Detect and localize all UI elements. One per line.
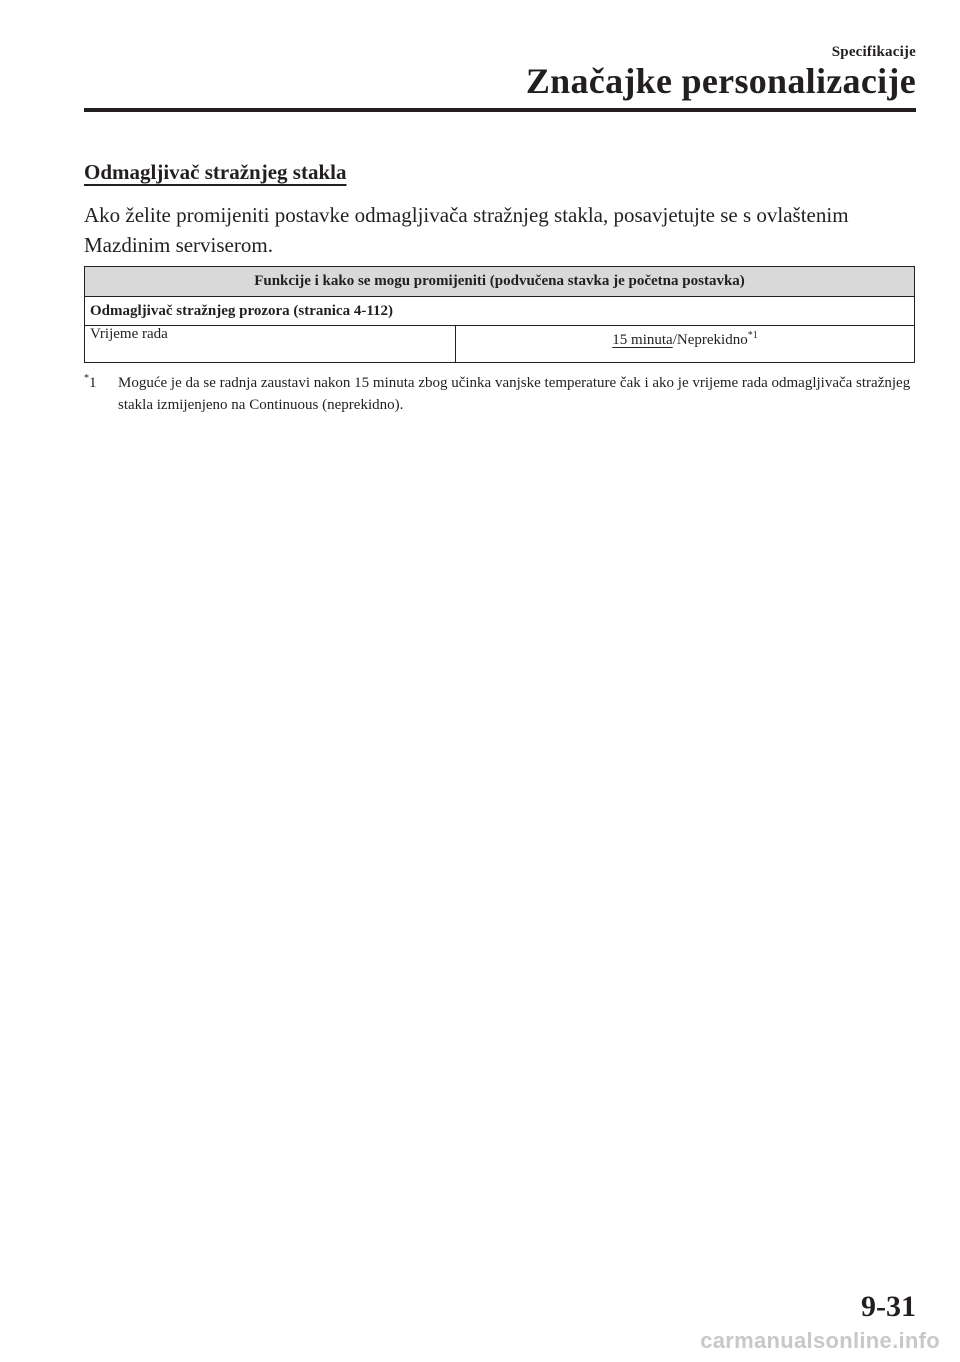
- chapter-label: Specifikacije: [831, 44, 916, 60]
- table-group-row: Odmagljivač stražnjeg prozora (stranica 4-112): [85, 297, 915, 326]
- topic-paragraph: Ako želite promijeniti postavke odmagljivača stražnjeg stakla, posavjetujte se s ovlaštenim Mazdinim serviserom.: [84, 203, 849, 257]
- alternate-value: Neprekidno: [676, 332, 748, 348]
- value-separator: /: [672, 332, 677, 348]
- header-rule: [84, 108, 916, 112]
- topic-heading: Odmagljivač stražnjeg stakla: [84, 160, 347, 184]
- table-row: [85, 326, 915, 363]
- footnote-text: Moguće je da se radnja zaustavi nakon 15 minuta zbog učinka vanjske temperature čak i ako je vrijeme rada odmagljivača stražnjeg stakla izmijenjeno na Continuous (neprekidno).: [118, 375, 911, 413]
- page-title: Značajke personalizacije: [525, 61, 916, 101]
- setting-label: Vrijeme rada: [85, 326, 456, 363]
- watermark: carmanualsonline.info: [700, 1328, 940, 1353]
- setting-values: [456, 326, 915, 363]
- page-number: 9-31: [861, 1290, 916, 1323]
- settings-table: [84, 266, 915, 363]
- footnote-marker: *1: [84, 373, 97, 391]
- footnote-reference: *1: [747, 330, 758, 341]
- default-value: 15 minuta: [612, 332, 673, 348]
- footnote: [84, 372, 914, 416]
- table-header: Funkcije i kako se mogu promijeniti (podvučena stavka je početna postavka): [85, 267, 915, 297]
